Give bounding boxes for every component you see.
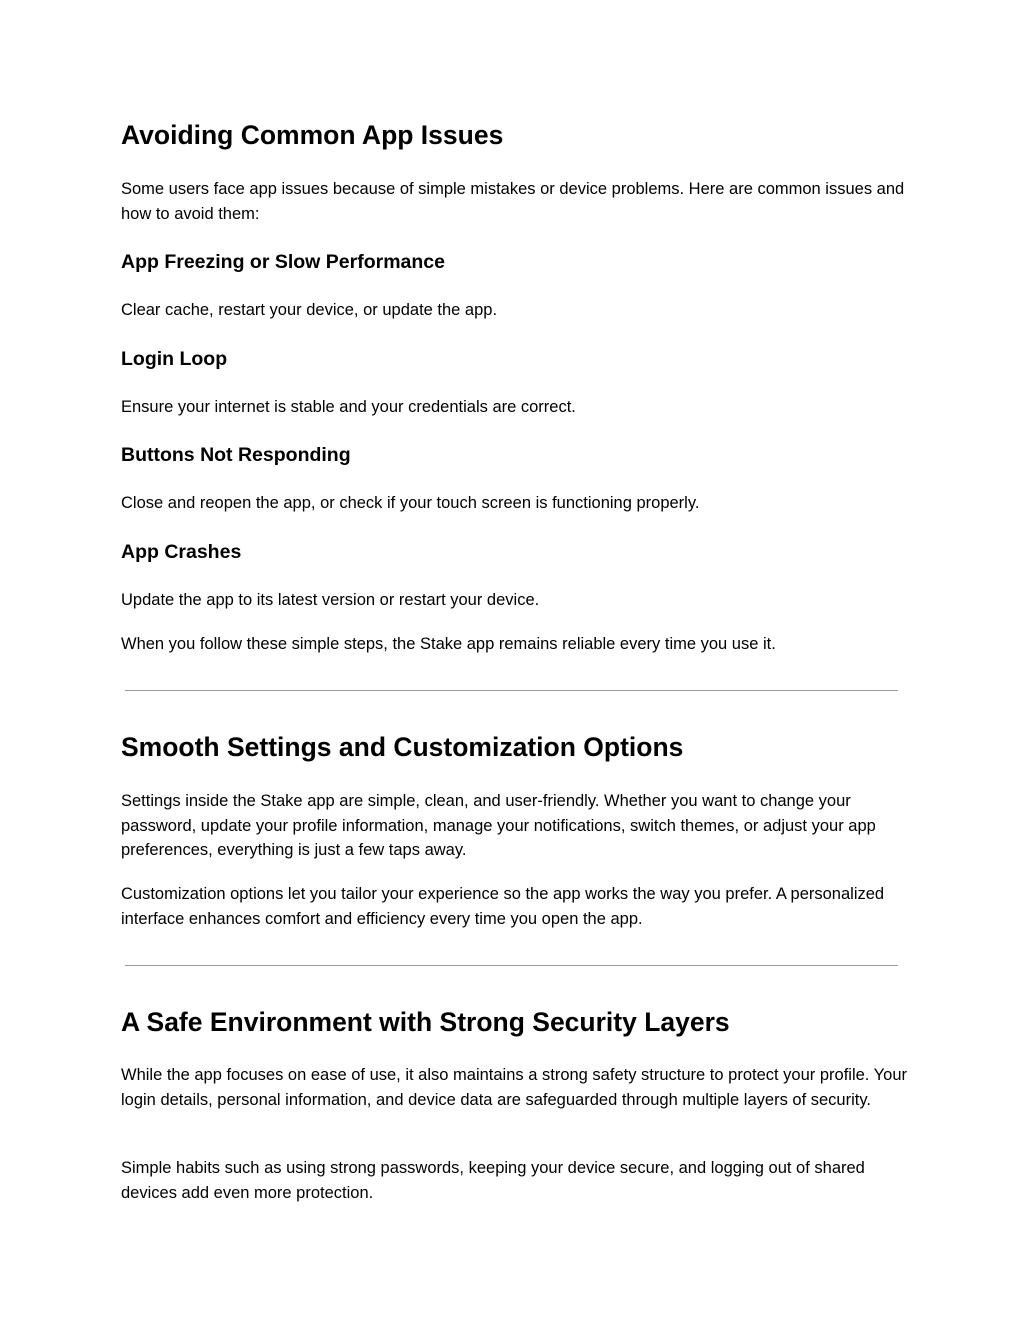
section-heading: Smooth Settings and Customization Options (121, 732, 684, 762)
subheading: Login Loop (121, 348, 228, 370)
section-heading: A Safe Environment with Strong Security Layers (121, 1007, 730, 1037)
subheading: App Freezing or Slow Performance (121, 251, 445, 273)
subheading: App Crashes (121, 541, 242, 563)
paragraph: Update the app to its latest version or restart your device. (121, 591, 540, 609)
paragraph: Settings inside the Stake app are simple, clean, and user-friendly. Whether you want to change your password, update your profile information, manage your notifications, switch themes, or adjust your app preferences, everything is just a few taps away. (121, 792, 876, 859)
paragraph: Customization options let you tailor your experience so the app works the way you prefer. A personalized interface enhances comfort and efficiency every time you open the app. (121, 885, 885, 928)
paragraph: Some users face app issues because of simple mistakes or device problems. Here are common issues and how to avoid them: (121, 180, 905, 223)
paragraph: While the app focuses on ease of use, it also maintains a strong safety structure to protect your profile. Your login details, personal information, and device data are safeguarded through multiple layers of security. (121, 1066, 908, 1109)
paragraph: When you follow these simple steps, the Stake app remains reliable every time you use it. (121, 635, 776, 653)
divider (125, 965, 898, 966)
paragraph: Simple habits such as using strong passwords, keeping your device secure, and logging out of shared devices add even more protection. (121, 1159, 865, 1202)
paragraph: Close and reopen the app, or check if your touch screen is functioning properly. (121, 494, 700, 512)
paragraph: Ensure your internet is stable and your credentials are correct. (121, 398, 576, 416)
subheading: Buttons Not Responding (121, 444, 351, 466)
divider (125, 690, 898, 691)
section-heading: Avoiding Common App Issues (121, 120, 504, 150)
paragraph: Clear cache, restart your device, or update the app. (121, 301, 498, 319)
